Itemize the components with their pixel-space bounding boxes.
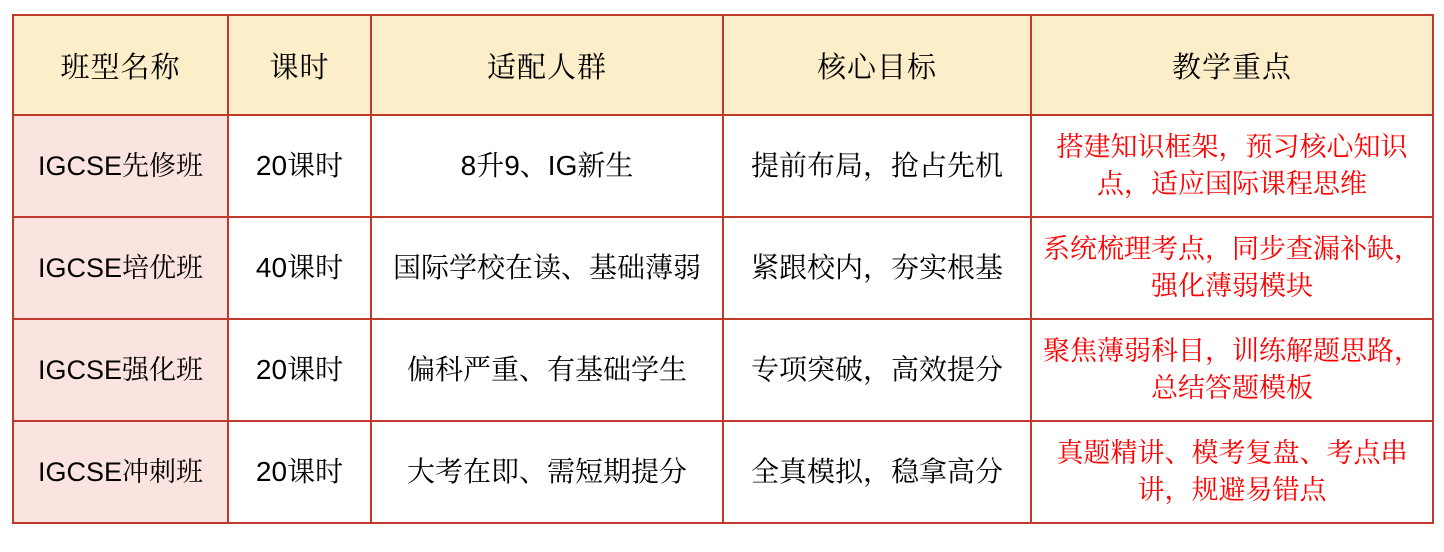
cell-goal: 专项突破，高效提分 [723,319,1031,421]
table-body [13,115,1433,523]
column-header-class-name: 班型名称 [13,15,228,115]
cell-hours: 20课时 [228,115,371,217]
column-header-focus: 教学重点 [1031,15,1433,115]
cell-audience: 大考在即、需短期提分 [371,421,723,523]
cell-focus: 系统梳理考点，同步查漏补缺，强化薄弱模块 [1031,217,1433,319]
cell-goal: 全真模拟，稳拿高分 [723,421,1031,523]
cell-focus: 真题精讲、模考复盘、考点串讲，规避易错点 [1031,421,1433,523]
column-header-audience: 适配人群 [371,15,723,115]
table-row [13,217,1433,319]
table-header [13,15,1433,115]
table-row [13,421,1433,523]
column-header-goal: 核心目标 [723,15,1031,115]
cell-goal: 紧跟校内，夯实根基 [723,217,1031,319]
cell-audience: 8升9、IG新生 [371,115,723,217]
cell-goal: 提前布局，抢占先机 [723,115,1031,217]
cell-audience: 国际学校在读、基础薄弱 [371,217,723,319]
cell-hours: 20课时 [228,421,371,523]
cell-audience: 偏科严重、有基础学生 [371,319,723,421]
cell-focus: 聚焦薄弱科目，训练解题思路，总结答题模板 [1031,319,1433,421]
table-row [13,319,1433,421]
cell-class-name: IGCSE冲刺班 [13,421,228,523]
column-header-hours: 课时 [228,15,371,115]
cell-class-name: IGCSE强化班 [13,319,228,421]
course-comparison-table [12,14,1434,524]
cell-hours: 40课时 [228,217,371,319]
cell-class-name: IGCSE先修班 [13,115,228,217]
table-row [13,115,1433,217]
cell-focus: 搭建知识框架，预习核心知识点，适应国际课程思维 [1031,115,1433,217]
cell-class-name: IGCSE培优班 [13,217,228,319]
cell-hours: 20课时 [228,319,371,421]
table-header-row [13,15,1433,115]
